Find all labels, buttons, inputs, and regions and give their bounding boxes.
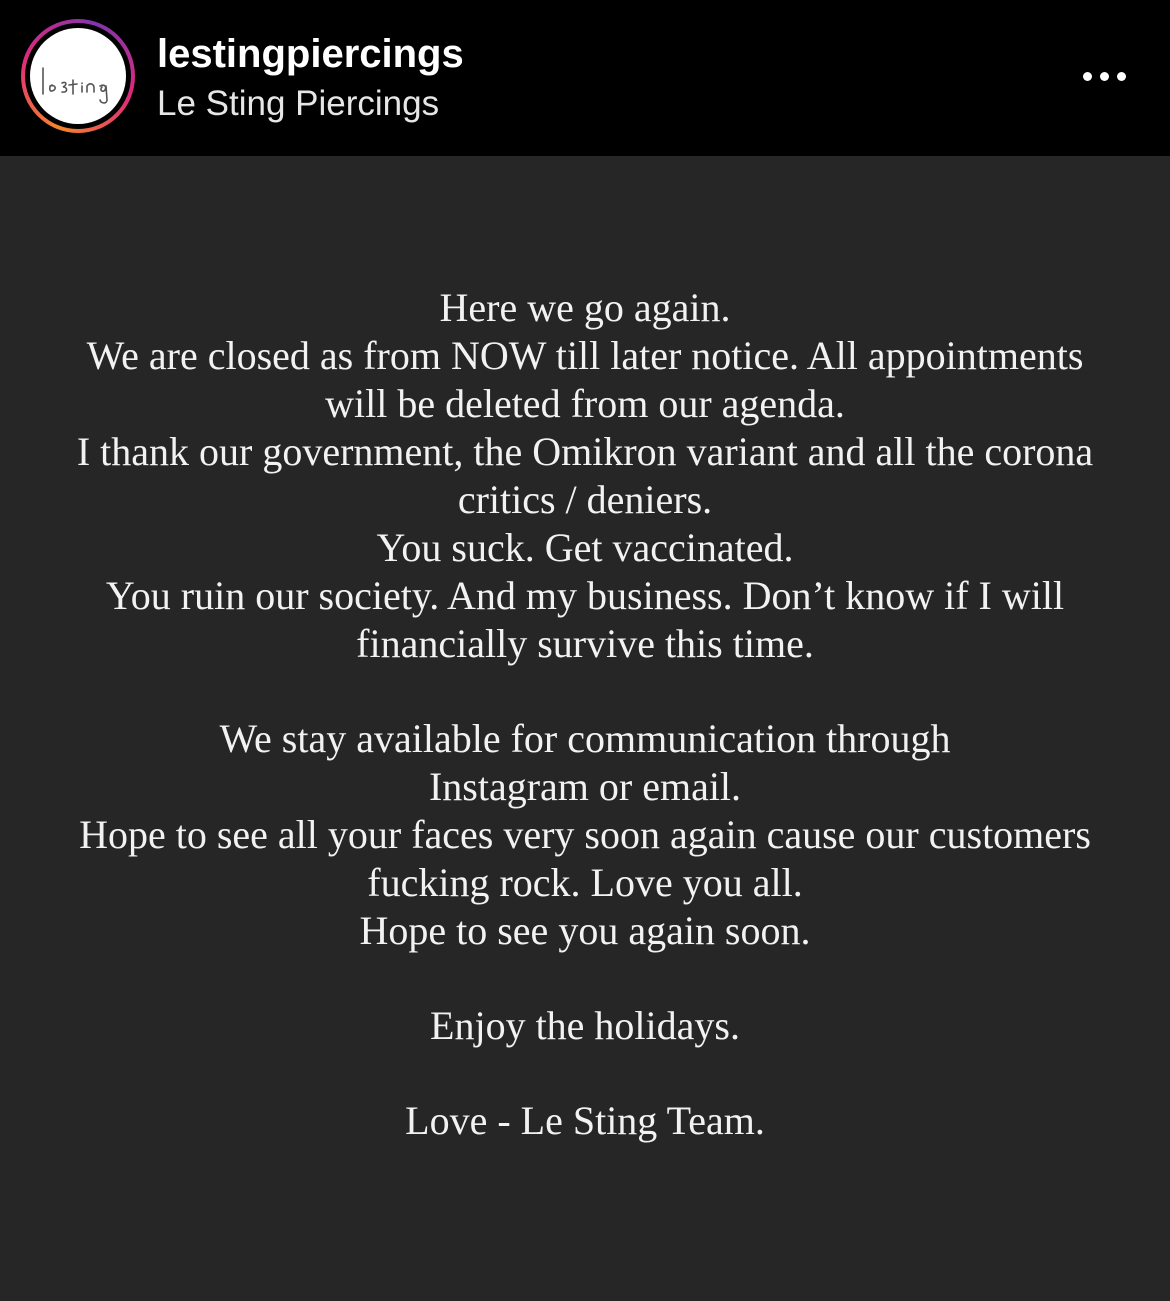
story-line: will be deleted from our agenda. xyxy=(325,381,845,426)
story-line: financially survive this time. xyxy=(356,621,814,666)
story-line: Hope to see you again soon. xyxy=(359,908,811,953)
story-line: You suck. Get vaccinated. xyxy=(376,525,794,570)
story-line: We are closed as from NOW till later notice. All appointments xyxy=(86,333,1084,378)
paragraph-spacer xyxy=(0,668,1170,715)
profile-avatar-ring[interactable] xyxy=(21,19,135,133)
story-line: Instagram or email. xyxy=(428,764,742,809)
more-horizontal-icon xyxy=(1083,72,1126,81)
story-line: I thank our government, the Omikron variant and all the corona xyxy=(76,429,1094,474)
username[interactable]: lestingpiercings xyxy=(157,32,464,76)
story-line: critics / deniers. xyxy=(457,477,713,522)
story-line: We stay available for communication through xyxy=(219,716,951,761)
story-line: Hope to see all your faces very soon again cause our customers xyxy=(79,812,1091,857)
avatar[interactable] xyxy=(30,28,126,124)
le-sting-logo xyxy=(30,28,126,124)
paragraph-spacer xyxy=(0,955,1170,1002)
story-content[interactable] xyxy=(0,156,1170,1301)
story-line: You ruin our society. And my business. Don’t know if I will xyxy=(105,573,1065,618)
story-line: Enjoy the holidays. xyxy=(430,1003,740,1048)
story-line: fucking rock. Love you all. xyxy=(367,860,803,905)
paragraph-spacer xyxy=(0,1050,1170,1097)
story-message xyxy=(0,284,1170,1145)
story-header xyxy=(0,0,1170,156)
account-full-name: Le Sting Piercings xyxy=(157,84,440,123)
more-options-button[interactable] xyxy=(1070,52,1138,100)
story-signature: Love - Le Sting Team. xyxy=(405,1098,765,1143)
story-line: Here we go again. xyxy=(439,285,731,330)
